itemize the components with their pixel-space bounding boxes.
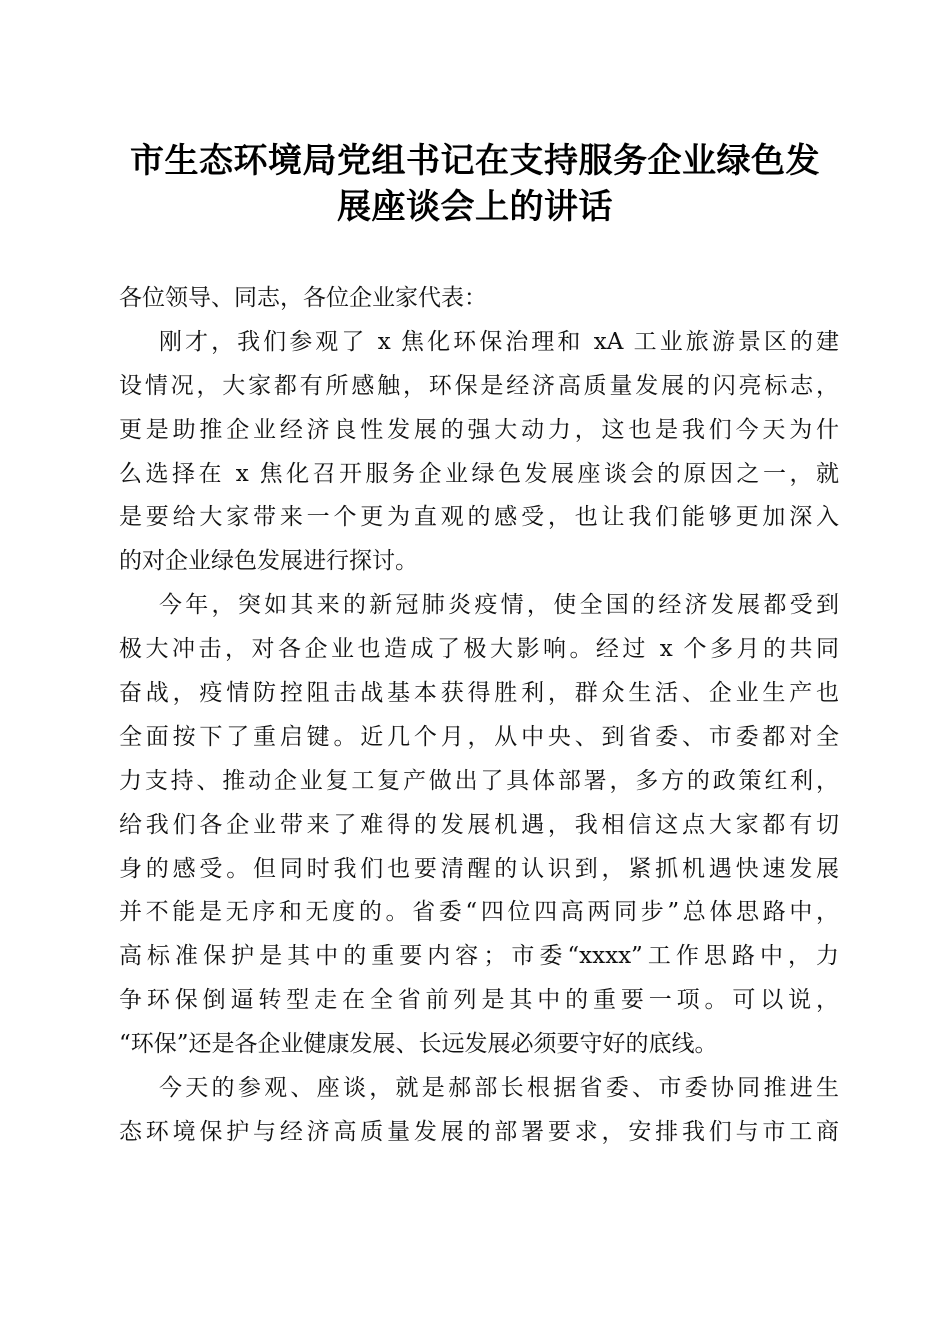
paragraph-3-line: 今天的参观、座谈，就是郝部长根据省委、市委协同推进生 [159, 1075, 839, 1102]
paragraph-1-line: 是要给大家带来一个更为直观的感受，也让我们能够更加深入 [119, 504, 839, 531]
paragraph-2-line: 极大冲击，对各企业也造成了极大影响。经过 x 个多月的共同 [119, 636, 839, 663]
title-line-1: 市生态环境局党组书记在支持服务企业绿色发 [130, 141, 820, 181]
paragraph-2-line: 身的感受。但同时我们也要清醒的认识到，紧抓机遇快速发展 [119, 855, 839, 882]
paragraph-1-line: 么选择在 x 焦化召开服务企业绿色发展座谈会的原因之一，就 [119, 460, 839, 487]
paragraph-1-line: 的对企业绿色发展进行探讨。 [119, 548, 418, 575]
title-line-2: 展座谈会上的讲话 [337, 187, 613, 227]
document-title [100, 138, 850, 230]
paragraph-2-line: 全面按下了重启键。近几个月，从中央、到省委、市委都对全 [119, 723, 839, 750]
paragraph-1-line: 更是助推企业经济良性发展的强大动力，这也是我们今天为什 [119, 416, 839, 443]
paragraph-3-line: 态环境保护与经济高质量发展的部署要求，安排我们与市工商 [119, 1118, 839, 1145]
paragraph-1-line: 设情况，大家都有所感触，环保是经济高质量发展的闪亮标志， [119, 372, 839, 399]
salutation-line: 各位领导、同志，各位企业家代表： [119, 285, 487, 311]
paragraph-1-line: 刚才，我们参观了 x 焦化环保治理和 xA 工业旅游景区的建 [159, 328, 839, 355]
paragraph-2-line: 并不能是无序和无度的。省委“四位四高两同步”总体思路中， [119, 899, 839, 926]
paragraph-2-line: 奋战，疫情防控阻击战基本获得胜利，群众生活、企业生产也 [119, 680, 839, 707]
speech-body [119, 277, 839, 1155]
paragraph-2-line: “环保”还是各企业健康发展、长远发展必须要守好的底线。 [119, 1031, 718, 1058]
paragraph-2-line: 力支持、推动企业复工复产做出了具体部署，多方的政策红利， [119, 767, 839, 794]
paragraph-2-line: 高标准保护是其中的重要内容；市委“xxxx”工作思路中，力 [119, 943, 839, 970]
paragraph-2-line: 给我们各企业带来了难得的发展机遇，我相信这点大家都有切 [119, 811, 839, 838]
paragraph-2-line: 争环保倒逼转型走在全省前列是其中的重要一项。可以说， [119, 987, 839, 1014]
paragraph-2-line: 今年，突如其来的新冠肺炎疫情，使全国的经济发展都受到 [159, 592, 839, 619]
